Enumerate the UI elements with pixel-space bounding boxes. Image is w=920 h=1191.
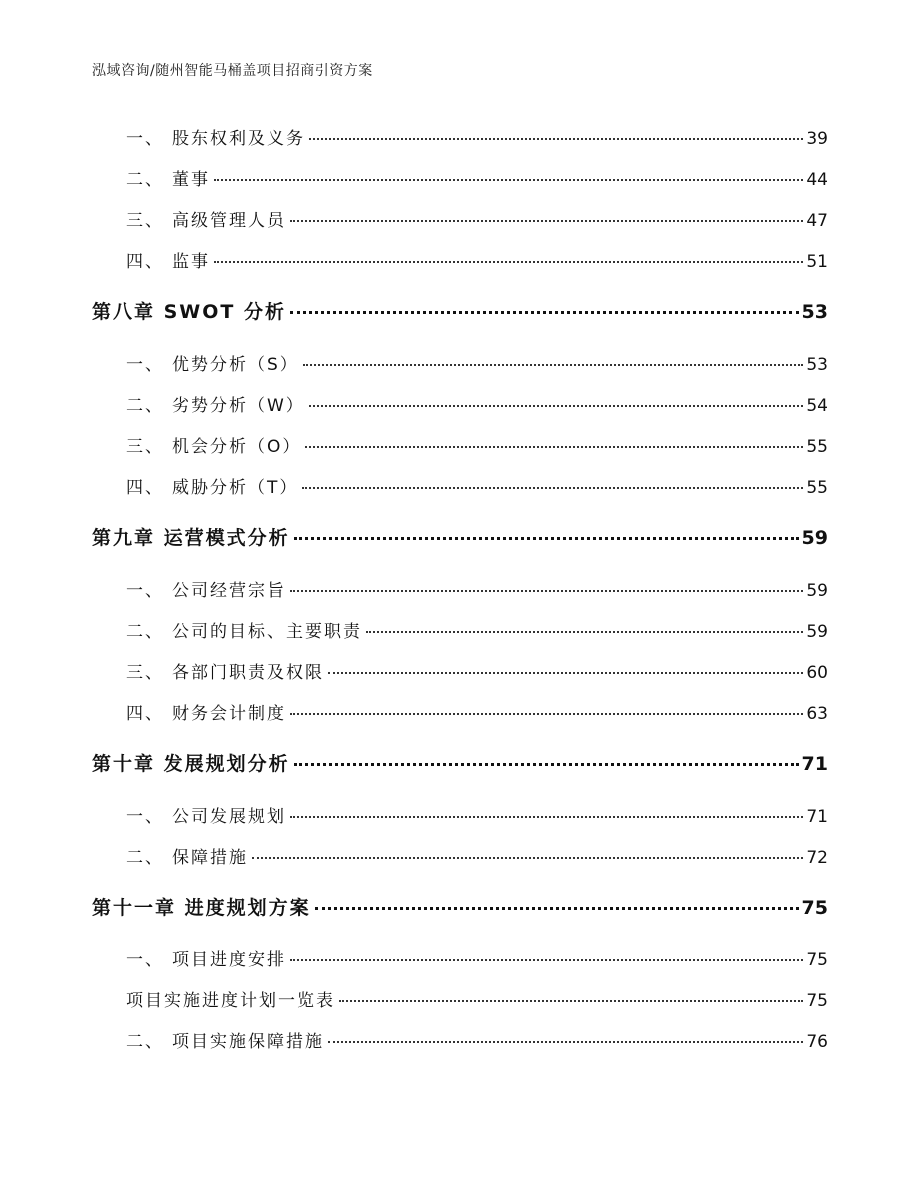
- toc-entry-number: 一、: [126, 950, 164, 970]
- toc-entry[interactable]: [126, 1027, 828, 1052]
- toc-leader-dots: [328, 1041, 803, 1043]
- toc-leader-dots: [328, 672, 803, 674]
- toc-leader-dots: [339, 1000, 803, 1002]
- toc-entry-label: 项目实施进度计划一览表: [126, 991, 335, 1011]
- toc-entry-number: 二、: [126, 1032, 164, 1052]
- toc-entry-page: 59: [806, 581, 828, 601]
- toc-leader-dots: [305, 446, 803, 448]
- toc-entry[interactable]: [126, 617, 828, 642]
- toc-entry[interactable]: [126, 124, 828, 149]
- toc-leader-dots: [290, 590, 803, 592]
- toc-entry-label: 保障措施: [172, 848, 248, 868]
- toc-entry-label: 股东权利及义务: [172, 129, 305, 149]
- toc-entry-page: 44: [806, 170, 828, 190]
- toc-entry[interactable]: [126, 206, 828, 231]
- toc-entry-number: 二、: [126, 622, 164, 642]
- toc-leader-dots: [290, 816, 803, 818]
- toc-leader-dots: [214, 261, 803, 263]
- toc-entry[interactable]: [126, 247, 828, 272]
- toc-entry-number: 二、: [126, 170, 164, 190]
- toc-leader-dots: [290, 959, 803, 961]
- header-divider: [92, 86, 828, 87]
- toc-chapter-label: 第十一章 进度规划方案: [92, 897, 311, 919]
- toc-leader-dots: [294, 763, 799, 766]
- toc-entry-page: 59: [806, 622, 828, 642]
- toc-leader-dots: [303, 364, 804, 366]
- toc-leader-dots: [294, 537, 799, 540]
- toc-entry-page: 71: [806, 807, 828, 827]
- toc-entry-number: 三、: [126, 663, 164, 683]
- toc-entry[interactable]: [126, 576, 828, 601]
- toc-entry[interactable]: [126, 165, 828, 190]
- toc-entry-number: 三、: [126, 437, 164, 457]
- toc-chapter-label: 第九章 运营模式分析: [92, 527, 290, 549]
- toc-entry-page: 63: [806, 704, 828, 724]
- toc-entry-number: 一、: [126, 807, 164, 827]
- toc-chapter-page: 53: [801, 301, 828, 323]
- toc-entry-page: 51: [806, 252, 828, 272]
- toc-entry-page: 53: [806, 355, 828, 375]
- toc-entry-label: 机会分析（O）: [172, 437, 302, 457]
- toc-entry-label: 高级管理人员: [172, 211, 286, 231]
- toc-entry[interactable]: [126, 843, 828, 868]
- toc-entry[interactable]: [126, 473, 828, 498]
- toc-entry-number: 四、: [126, 478, 164, 498]
- toc-entry-label: 威胁分析（T）: [172, 478, 299, 498]
- toc-entry-label: 优势分析（S）: [172, 355, 299, 375]
- toc-entry-number: 二、: [126, 848, 164, 868]
- toc-chapter[interactable]: [92, 749, 828, 776]
- toc-chapter[interactable]: [92, 893, 828, 920]
- toc-chapter-label: 第十章 发展规划分析: [92, 753, 290, 775]
- toc-entry-page: 47: [806, 211, 828, 231]
- toc-entry-label: 公司发展规划: [172, 807, 286, 827]
- toc-entry-page: 54: [806, 396, 828, 416]
- toc-entry-number: 一、: [126, 129, 164, 149]
- toc-entry-number: 四、: [126, 704, 164, 724]
- toc-entry[interactable]: [126, 945, 828, 970]
- toc-leader-dots: [309, 405, 804, 407]
- page-header: 泓域咨询/随州智能马桶盖项目招商引资方案: [92, 63, 373, 79]
- toc-leader-dots: [290, 220, 803, 222]
- toc-entry[interactable]: [126, 986, 828, 1011]
- toc-entry-number: 二、: [126, 396, 164, 416]
- toc-entry-page: 55: [806, 478, 828, 498]
- toc-chapter-page: 59: [801, 527, 828, 549]
- toc-entry-label: 财务会计制度: [172, 704, 286, 724]
- toc-entry-label: 公司经营宗旨: [172, 581, 286, 601]
- toc-leader-dots: [252, 857, 803, 859]
- toc-chapter-page: 71: [801, 753, 828, 775]
- toc-entry-number: 三、: [126, 211, 164, 231]
- toc-leader-dots: [315, 907, 799, 910]
- toc-chapter[interactable]: [92, 297, 828, 324]
- toc-entry-page: 39: [806, 129, 828, 149]
- toc-entry-number: 一、: [126, 355, 164, 375]
- toc-chapter-label: 第八章 SWOT 分析: [92, 301, 286, 323]
- toc-entry-label: 公司的目标、主要职责: [172, 622, 362, 642]
- toc-leader-dots: [302, 487, 803, 489]
- toc-entry-label: 监事: [172, 252, 210, 272]
- toc-entry[interactable]: [126, 391, 828, 416]
- toc-entry[interactable]: [126, 658, 828, 683]
- toc-leader-dots: [214, 179, 803, 181]
- toc-entry[interactable]: [126, 699, 828, 724]
- toc-entry-number: 一、: [126, 581, 164, 601]
- toc-entry-page: 55: [806, 437, 828, 457]
- toc-entry-page: 60: [806, 663, 828, 683]
- toc-entry[interactable]: [126, 802, 828, 827]
- toc-entry-number: 四、: [126, 252, 164, 272]
- toc-entry[interactable]: [126, 432, 828, 457]
- toc-entry-label: 项目进度安排: [172, 950, 286, 970]
- toc-entry-page: 75: [806, 950, 828, 970]
- toc-chapter-page: 75: [801, 897, 828, 919]
- toc-leader-dots: [309, 138, 803, 140]
- toc-chapter[interactable]: [92, 523, 828, 550]
- toc-leader-dots: [290, 713, 803, 715]
- toc-entry-page: 72: [806, 848, 828, 868]
- toc-entry-page: 75: [806, 991, 828, 1011]
- toc-entry[interactable]: [126, 350, 828, 375]
- toc-leader-dots: [366, 631, 803, 633]
- toc-entry-page: 76: [806, 1032, 828, 1052]
- toc-entry-label: 董事: [172, 170, 210, 190]
- toc-leader-dots: [290, 311, 799, 314]
- toc-entry-label: 劣势分析（W）: [172, 396, 305, 416]
- toc-entry-label: 项目实施保障措施: [172, 1032, 324, 1052]
- toc-entry-label: 各部门职责及权限: [172, 663, 324, 683]
